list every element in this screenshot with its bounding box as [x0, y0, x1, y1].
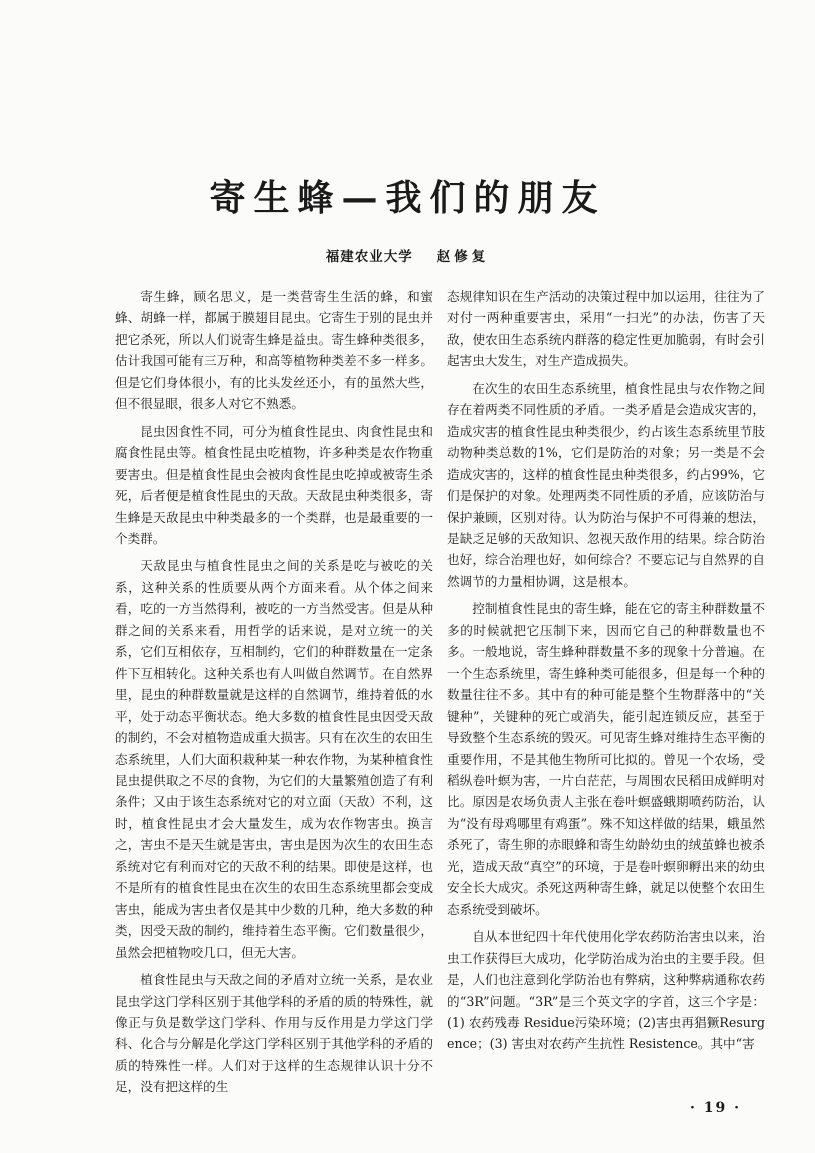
paragraph: 植食性昆虫与天敌之间的矛盾对立统一关系，是农业昆虫学这门学科区别于其他学科的矛盾的质的特殊性，就像正与负是数学这门学科、作用与反作用是力学这门学科、化合与分解是化学这门学科区别于其他学科的矛盾的质的特殊性一样。人们对于这样的生态规律认识十分不足，没有把这样的生	[115, 972, 433, 1095]
paragraph: 态规律知识在生产活动的决策过程中加以运用，往往为了对付一两种重要害虫，采用“一扫光”的办法，伤害了天敌，使农田生态系统内群落的稳定性更加脆弱，有时会引起害虫大发生，对生产造成损失。	[447, 289, 765, 369]
paragraph: 自从本世纪四十年代使用化学农药防治害虫以来，治虫工作获得巨大成功，化学防治成为治虫的主要手段。但是，人们也注意到化学防治也有弊病，这种弊病通称农药的“3R”问题。“3R”是三个英文字的字首，这三个字是：(1) 农药残毒 Residue污染环境；(2)害虫再猖獗Resurgence；(3) 害虫对农药产生抗性 Resistence。其中“害	[447, 929, 765, 1052]
article-title: 寄生蜂—我们的朋友	[209, 177, 606, 219]
author: 赵修复	[436, 249, 490, 265]
left-column	[115, 286, 433, 1098]
paragraph: 控制植食性昆虫的寄生蜂，能在它的寄主种群数量不多的时候就把它压制下来，因而它自己的种群数量也不多。一般地说，寄生蜂种群数量不多的现象十分普遍。在一个生态系统里，寄生蜂种类可能很多，但是每一个种的数量往往不多。其中有的种可能是整个生物群落中的“关键种”，关键种的死亡或消失，能引起连锁反应，甚至于导致整个生态系统的毁灭。可见寄生蜂对维持生态平衡的重要作用，不是其他生物所可比拟的。曾见一个农场，受稻纵卷叶螟为害，一片白茫茫，与周围农民稻田成鲜明对比。原因是农场负责人主张在卷叶螟盛蛾期喷药防治，认为“没有母鸡哪里有鸡蛋”。殊不知这样做的结果，蛾虽然杀死了，寄生卵的赤眼蜂和寄生幼龄幼虫的绒茧蜂也被杀光，造成天敌“真空”的环境，于是卷叶螟卵孵出来的幼虫安全长大成灾。杀死这两种寄生蜂，就足以使整个农田生态系统受到破坏。	[447, 601, 765, 917]
paragraph: 昆虫因食性不同，可分为植食性昆虫、肉食性昆虫和腐食性昆虫等。植食性昆虫吃植物，许多种类是农作物重要害虫。但是植食性昆虫会被肉食性昆虫吃掉或被寄生杀死，后者便是植食性昆虫的天敌。天敌昆虫种类很多，寄生蜂是天敌昆虫中种类最多的一个类群，也是最重要的一个类群。	[115, 423, 433, 546]
byline	[0, 245, 815, 265]
paragraph: 在次生的农田生态系统里，植食性昆虫与农作物之间存在着两类不同性质的矛盾。一类矛盾是会造成灾害的，造成灾害的植食性昆虫种类很少，约占该生态系统里节肢动物种类总数的1%，它们是防治的对象；另一类是不会造成灾害的，这样的植食性昆虫种类很多，约占99%，它们是保护的对象。处理两类不同性质的矛盾，应该防治与保护兼顾，区别对待。认为防治与保护不可得兼的想法，是缺乏足够的天敌知识、忽视天敌作用的结果。综合防治也好，综合治理也好，如何综合？不要忘记与自然界的自然调节的力量相协调，这是根本。	[447, 380, 765, 589]
page-number: · 19 ·	[690, 1100, 741, 1116]
paragraph: 天敌昆虫与植食性昆虫之间的关系是吃与被吃的关系，这种关系的性质要从两个方面来看。从个体之间来看，吃的一方当然得利，被吃的一方当然受害。但是从种群之间的关系来看，用哲学的话来说，是对立统一的关系，它们互相依存，互相制约，它们的种群数量在一定条件下互相转化。这种关系也有人叫做自然调节。在自然界里，昆虫的种群数量就是这样的自然调节，维持着低的水平，处于动态平衡状态。绝大多数的植食性昆虫因受天敌的制约，不会对植物造成重大损害。只有在次生的农田生态系统里，人们大面积栽种某一种农作物，为某种植食性昆虫提供取之不尽的食物，为它们的大量繁殖创造了有利条件；又由于该生态系统对它的对立面（天敌）不利，这时，植食性昆虫才会大量发生，成为农作物害虫。换言之，害虫不是天生就是害虫，害虫是因为次生的农田生态系统对它有利而对它的天敌不利的结果。即使是这样，也不是所有的植食性昆虫在次生的农田生态系统里都会变成害虫，能成为害虫者仅是其中少数的几种，绝大多数的种类，因受天敌的制约，维持着生态平衡。它们数量很少，虽然会把植物咬几口，但无大害。	[115, 558, 433, 960]
affiliation: 福建农业大学	[325, 249, 413, 265]
paragraph: 寄生蜂，顾名思义，是一类营寄生生活的蜂，和蜜蜂、胡蜂一样，都属于膜翅目昆虫。它寄生于别的昆虫并把它杀死，所以人们说寄生蜂是益虫。寄生蜂种类很多，估计我国可能有三万种，和高等植物种类差不多一样多。但是它们身体很小，有的比头发丝还小，有的虽然大些，但不很显眼，很多人对它不熟悉。	[115, 289, 433, 412]
right-column	[447, 286, 765, 1055]
